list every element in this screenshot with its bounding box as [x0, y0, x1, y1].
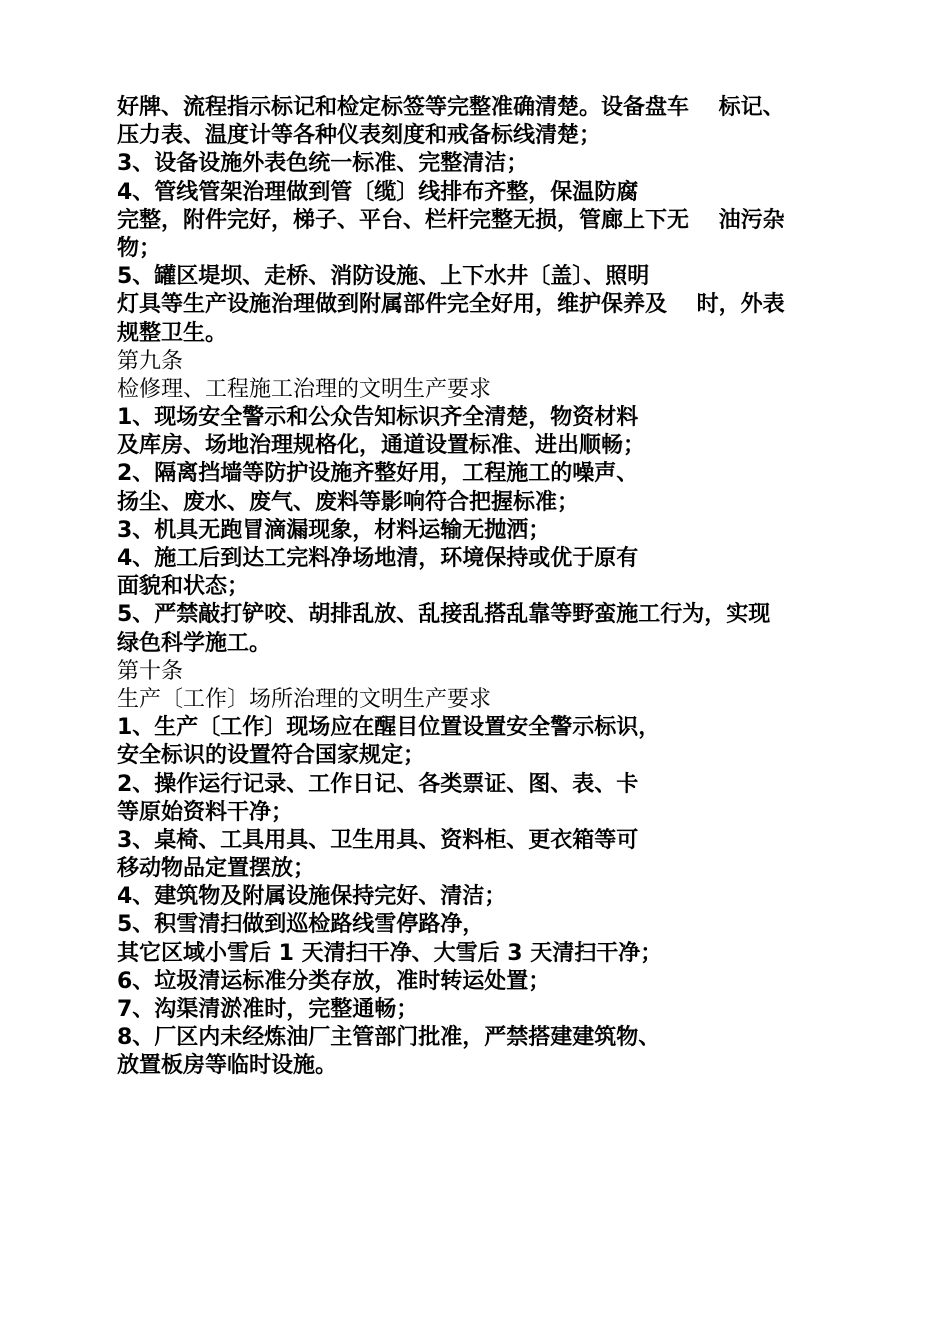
- section-heading: 第九条: [117, 348, 184, 374]
- text-line: 2、操作运行记录、工作日记、各类票证、图、表、卡: [117, 771, 639, 797]
- document-page: [117, 94, 837, 1081]
- text-line: 其它区域小雪后 1 天清扫干净、大雪后 3 天清扫干净；: [117, 940, 663, 966]
- text-line: 物；: [117, 235, 162, 261]
- text-line: 5、严禁敲打铲咬、胡排乱放、乱接乱搭乱靠等野蛮施工行为，实现: [117, 602, 771, 628]
- text-line: 6、垃圾清运标准分类存放，准时转运处置；: [117, 968, 551, 994]
- text-line: 2、隔离挡墙等防护设施齐整好用，工程施工的噪声、: [117, 461, 639, 487]
- text-line: 好牌、流程指示标记和检定标签等完整准确清楚。设备盘车 标记、: [117, 95, 785, 120]
- text-line: 移动物品定置摆放；: [117, 856, 316, 882]
- text-line: 灯具等生产设施治理做到附属部件完全好用，维护保养及 时，外表: [117, 292, 785, 318]
- text-line: 扬尘、废水、废气、废料等影响符合把握标准；: [117, 489, 580, 515]
- section-heading: 第十条: [117, 658, 184, 684]
- text-line: 等原始资料干净；: [117, 799, 294, 825]
- text-line: 安全标识的设置符合国家规定；: [117, 743, 426, 769]
- text-line: 压力表、温度计等各种仪表刻度和戒备标线清楚；: [117, 123, 602, 149]
- text-line: 绿色科学施工。: [117, 630, 272, 656]
- text-line: 7、沟渠清淤准时，完整通畅；: [117, 997, 419, 1022]
- text-line: 5、罐区堤坝、走桥、消防设施、上下水井〔盖〕、照明: [117, 264, 650, 290]
- section-title: 生产〔工作〕场所治理的文明生产要求: [117, 686, 492, 712]
- text-line: 及库房、场地治理规格化，通道设置标准、进出顺畅；: [117, 433, 646, 459]
- text-line: 1、生产〔工作〕现场应在醒目位置设置安全警示标识，: [117, 715, 661, 741]
- text-line: 3、机具无跑冒滴漏现象，材料运输无抛洒；: [117, 517, 551, 543]
- text-line: 4、管线管架治理做到管〔缆〕线排布齐整，保温防腐: [117, 179, 639, 205]
- text-line: 4、建筑物及附属设施保持完好、清洁；: [117, 884, 507, 910]
- text-line: 规整卫生。: [117, 320, 228, 346]
- text-line: 3、桌椅、工具用具、卫生用具、资料柜、更衣箱等可: [117, 827, 639, 853]
- text-line: 4、施工后到达工完料净场地清，环境保持或优于原有: [117, 546, 639, 571]
- text-line: 5、积雪清扫做到巡检路线雪停路净，: [117, 912, 485, 938]
- text-line: 面貌和状态；: [117, 574, 250, 600]
- section-title: 检修理、工程施工治理的文明生产要求: [117, 376, 492, 402]
- text-line: 放置板房等临时设施。: [117, 1053, 338, 1079]
- text-line: 3、设备设施外表色统一标准、完整清洁；: [117, 151, 529, 177]
- text-line: 1、现场安全警示和公众告知标识齐全清楚，物资材料: [117, 405, 639, 431]
- text-line: 8、厂区内未经炼油厂主管部门批准，严禁搭建建筑物、: [117, 1025, 661, 1051]
- text-line: 完整，附件完好，梯子、平台、栏杆完整无损，管廊上下无 油污杂: [117, 207, 785, 233]
